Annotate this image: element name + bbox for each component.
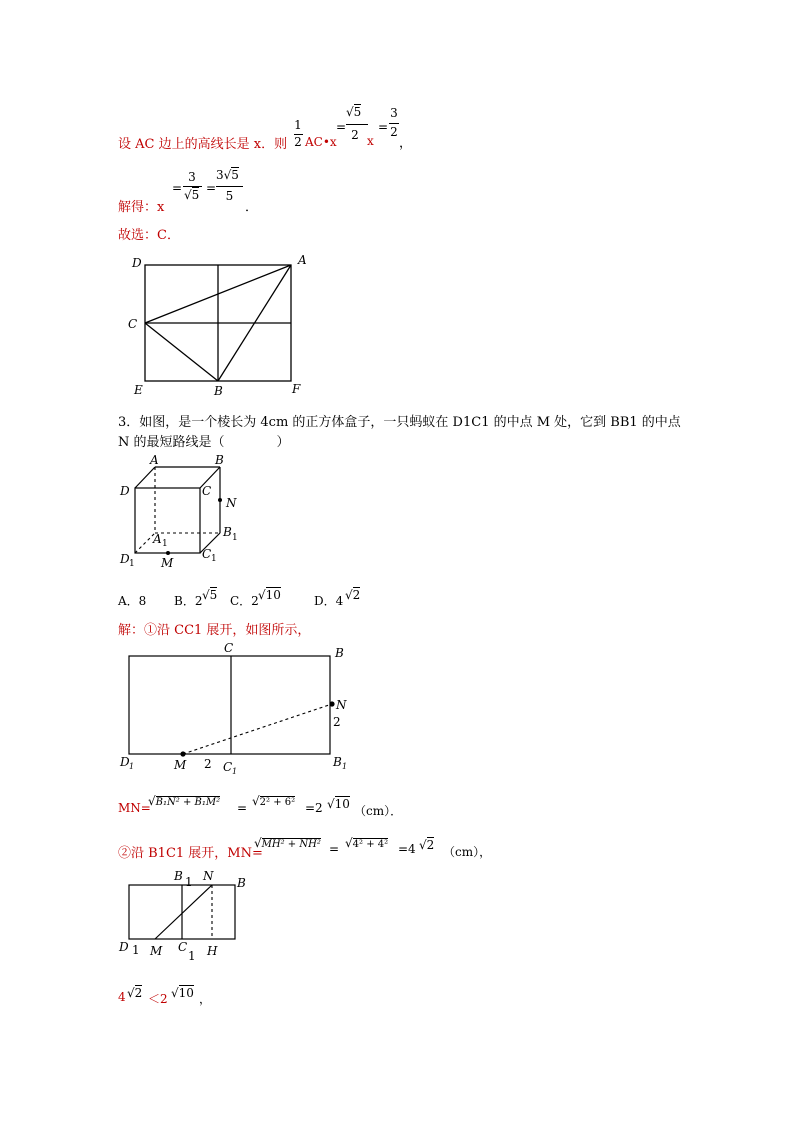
cube-label-A: A [150,453,159,467]
unfold2-label-B1: B [174,869,183,883]
equals-1: = [336,120,347,134]
svg-text:1: 1 [162,539,168,549]
svg-text:1: 1 [211,554,217,564]
unfold1-label-N: N [336,698,347,712]
label-C: C [128,317,138,331]
option-b: B．2 [174,594,203,608]
two-den-b: 2 [390,125,398,139]
line1-tail: ， [399,136,413,151]
option-d: D．4 [314,594,344,608]
sqrt5-num: √5 [346,105,362,119]
cube-label-M: M [161,556,174,570]
option-a: A．8 [118,594,147,608]
half-numerator: 1 [294,118,302,132]
unfold2-label-M: M [150,944,163,958]
ac-x: AC•x [305,135,337,149]
unfold2-label-B: B [237,876,246,890]
three-num-2: 3 [188,170,196,184]
solution-step2: ②沿 B1C1 展开，MN= [118,846,263,861]
three-sqrt5: 3√5 [216,168,239,182]
svg-text:1: 1 [232,533,238,543]
unfold2-label-N: N [203,869,214,883]
svg-text:1: 1 [232,767,238,776]
unfold2-label-D1: D [119,940,129,954]
equals-2: = [378,120,389,134]
svg-text:2: 2 [333,715,341,729]
label-B: B [214,384,223,398]
label-F: F [292,382,301,396]
cube-label-B: B [215,453,224,467]
cube-label-D: D [120,484,130,498]
label-D: D [132,256,142,270]
option-c: C．2 [230,594,259,608]
cube-label-N: N [226,496,237,510]
unfold1-label-C1: C [223,760,233,774]
svg-text:1: 1 [185,875,193,889]
unfold1-label-M: M [174,758,187,772]
cube-label-D1: D [120,552,130,566]
label-E: E [134,383,143,397]
sqrt5-den: √5 [184,188,200,202]
svg-text:1: 1 [188,949,196,963]
unfold2-label-H: H [207,944,218,958]
unfold1-label-B: B [335,646,344,660]
answer-line: 故选：C． [118,228,180,243]
equals-b: = [206,181,217,195]
unfold2-label-C1: C [178,940,188,954]
line2-lead: 解得：x [118,200,165,215]
svg-text:2: 2 [204,757,212,771]
svg-text:1: 1 [129,559,135,569]
svg-text:1: 1 [132,943,140,957]
label-A: A [298,253,307,267]
equals-a: = [172,181,183,195]
line1-lead: 设 AC 边上的高线长是 x．则 [118,137,288,152]
cube-label-A1: A [153,532,162,546]
line2-tail: ． [245,200,259,215]
question-3-line1: 3．如图，是一个棱长为 4cm 的正方体盒子，一只蚂蚁在 D1C1 的中点 M 处，它到 BB1 的中点 [118,415,681,430]
cube-label-C: C [202,484,212,498]
mn-lead-1: MN= [118,801,151,815]
three-num: 3 [390,106,398,120]
solution-step1: 解：①沿 CC1 展开，如图所示， [118,623,311,638]
cube-label-C1: C [202,547,212,561]
cube-label-B1: B [223,525,232,539]
svg-text:1: 1 [342,762,348,771]
unfold1-label-B1: B [333,755,342,769]
svg-text:1: 1 [129,762,135,771]
question-3-line2: N 的最短路线是（ ） [118,435,290,450]
x-var: x [367,134,374,148]
unfold1-label-C: C [224,641,234,655]
unfold1-label-D1: D [120,755,130,769]
half-denominator: 2 [294,135,302,149]
two-den: 2 [351,128,359,142]
five-den: 5 [225,189,234,203]
